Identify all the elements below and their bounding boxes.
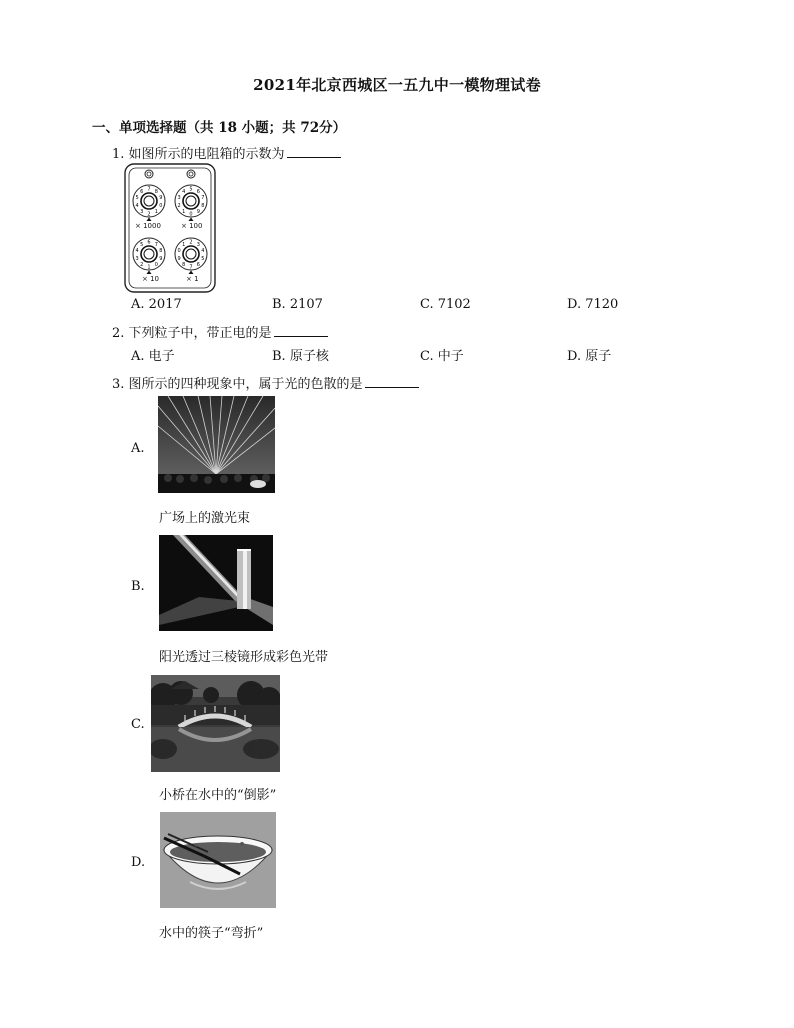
- q3-option-d-letter: D.: [131, 855, 146, 870]
- q1-option-a: A. 2017: [131, 297, 182, 312]
- question-2: [112, 322, 328, 341]
- dial-digit: 5: [189, 186, 193, 193]
- q2-option-b: B. 原子核: [272, 349, 329, 364]
- q3-option-b-letter: B.: [131, 579, 145, 594]
- dial-label-1: × 1: [186, 275, 199, 283]
- dial-digit: 6: [140, 188, 144, 195]
- dial-digit: 3: [177, 195, 181, 202]
- dial-digit: 4: [201, 248, 205, 255]
- dial-digit: 2: [140, 262, 144, 269]
- q1-option-c: C. 7102: [420, 297, 471, 312]
- question-3: [112, 373, 419, 392]
- dial-digit: 8: [182, 262, 186, 269]
- dial-digit: 7: [201, 195, 205, 202]
- q3-option-c-letter: C.: [131, 717, 145, 732]
- dial-digit: 2: [147, 211, 151, 218]
- dial-digit: 9: [159, 195, 163, 202]
- dial-digit: 1: [182, 209, 186, 216]
- dial-digit: 4: [135, 248, 139, 255]
- answer-blank: [274, 324, 328, 337]
- dial-digit: 7: [154, 241, 158, 248]
- dial-digit: 6: [196, 262, 200, 269]
- chopsticks-bowl-photo: [160, 812, 276, 908]
- dial-digit: 5: [135, 195, 139, 202]
- question-1-text: 1. 如图所示的电阻箱的示数为: [112, 147, 285, 162]
- dial-digit: 8: [201, 202, 205, 209]
- q3-option-b-caption: 阳光透过三棱镜形成彩色光带: [159, 650, 329, 665]
- q2-option-a: A. 电子: [131, 349, 175, 364]
- dial-digit: 7: [189, 264, 193, 271]
- dial-digit: 0: [154, 262, 158, 269]
- dial-digit: 5: [201, 255, 205, 262]
- q2-option-d: D. 原子: [567, 349, 612, 364]
- dial-digit: 2: [189, 239, 193, 246]
- dial-digit: 4: [182, 188, 186, 195]
- question-2-text: 2. 下列粒子中，带正电的是: [112, 326, 272, 341]
- answer-blank: [365, 375, 419, 388]
- q3-option-c-caption: 小桥在水中的“倒影”: [159, 788, 277, 803]
- dial-digit: 4: [135, 202, 139, 209]
- dial-digit: 6: [147, 239, 151, 246]
- dial-digit: 5: [140, 241, 144, 248]
- dial-digit: 1: [154, 209, 158, 216]
- dial-digit: 8: [154, 188, 158, 195]
- dial-digit: 7: [147, 186, 151, 193]
- dial-digit: 3: [135, 255, 139, 262]
- dial-digit: 1: [147, 264, 151, 271]
- dial-digit: 3: [196, 241, 200, 248]
- q1-option-d: D. 7120: [567, 297, 619, 312]
- q3-option-a-caption: 广场上的激光束: [159, 511, 251, 526]
- dial-digit: 2: [177, 202, 181, 209]
- dial-digit: 6: [196, 188, 200, 195]
- dial-label-1000: × 1000: [135, 222, 161, 230]
- dial-digit: 8: [159, 248, 163, 255]
- q3-option-d-caption: 水中的筷子“弯折”: [159, 926, 264, 941]
- page-title: 2021年北京西城区一五九中一模物理试卷: [253, 76, 541, 94]
- bridge-reflection-photo: [151, 675, 280, 772]
- dial-digit: 0: [189, 211, 193, 218]
- question-3-text: 3. 图所示的四种现象中，属于光的色散的是: [112, 377, 363, 392]
- dial-digit: 9: [177, 255, 181, 262]
- dial-digit: 0: [159, 202, 163, 209]
- q3-option-a-letter: A.: [131, 441, 145, 456]
- prism-photo: [159, 535, 273, 631]
- dial-label-10: × 10: [142, 275, 159, 283]
- dial-digit: 9: [196, 209, 200, 216]
- answer-blank: [287, 145, 341, 158]
- dial-digit: 3: [140, 209, 144, 216]
- dial-digit: 1: [182, 241, 186, 248]
- question-1: [112, 143, 341, 162]
- laser-beams-photo: [158, 396, 275, 493]
- dial-digit: 0: [177, 248, 181, 255]
- dial-digit: 9: [159, 255, 163, 262]
- q1-option-b: B. 2107: [272, 297, 323, 312]
- q2-option-c: C. 中子: [420, 349, 464, 364]
- section-heading: 一、单项选择题（共 18 小题；共 72分）: [92, 120, 347, 136]
- dial-label-100: × 100: [181, 222, 203, 230]
